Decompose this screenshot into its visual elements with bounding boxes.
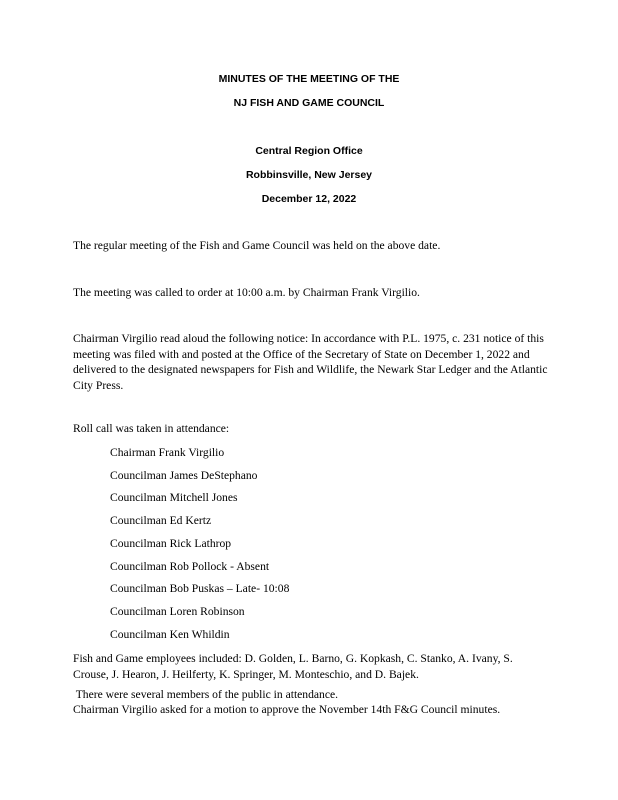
attendee-item: Councilman Rick Lathrop xyxy=(110,537,232,550)
document-title-line-2: NJ FISH AND GAME COUNCIL xyxy=(233,97,385,109)
meeting-date: December 12, 2022 xyxy=(261,193,357,205)
paragraph-called-to-order: The meeting was called to order at 10:00 a.m. by Chairman Frank Virgilio. xyxy=(73,286,420,299)
attendee-item: Councilman Loren Robinson xyxy=(110,605,245,618)
paragraph-motion: Chairman Virgilio asked for a motion to approve the November 14th F&G Council minutes. xyxy=(73,703,501,716)
meeting-office: Central Region Office xyxy=(255,145,363,157)
paragraph-public-attendance: There were several members of the public in attendance. xyxy=(73,688,339,701)
attendee-item: Councilman Mitchell Jones xyxy=(110,491,238,504)
paragraph-regular-meeting: The regular meeting of the Fish and Game Council was held on the above date. xyxy=(73,239,441,252)
paragraph-employees: Fish and Game employees included: D. Golden, L. Barno, G. Kopkash, C. Stanko, A. Ivany, S. Crouse, J. Hearon, J. Heilferty, K. Springer, M. Monteschio, and D. Bajek. xyxy=(73,652,513,681)
meeting-location: Robbinsville, New Jersey xyxy=(245,169,373,181)
attendee-item: Councilman James DeStephano xyxy=(110,469,258,482)
roll-call-intro: Roll call was taken in attendance: xyxy=(73,422,230,435)
attendee-item: Councilman Rob Pollock - Absent xyxy=(110,560,270,573)
attendee-item: Councilman Ed Kertz xyxy=(110,514,212,527)
attendee-item: Councilman Ken Whildin xyxy=(110,628,230,641)
attendee-item: Councilman Bob Puskas – Late- 10:08 xyxy=(110,582,290,595)
attendee-item: Chairman Frank Virgilio xyxy=(110,446,225,459)
document-title-line-1: MINUTES OF THE MEETING OF THE xyxy=(218,73,400,85)
paragraph-notice: Chairman Virgilio read aloud the following notice: In accordance with P.L. 1975, c. 231 notice of this meeting was filed with and posted at the Office of the Secretary of State on December 1, 2022 and delivered to the designated newspapers for Fish and Wildlife, the Newark Star Ledger and the Atlantic City Press. xyxy=(73,332,548,392)
